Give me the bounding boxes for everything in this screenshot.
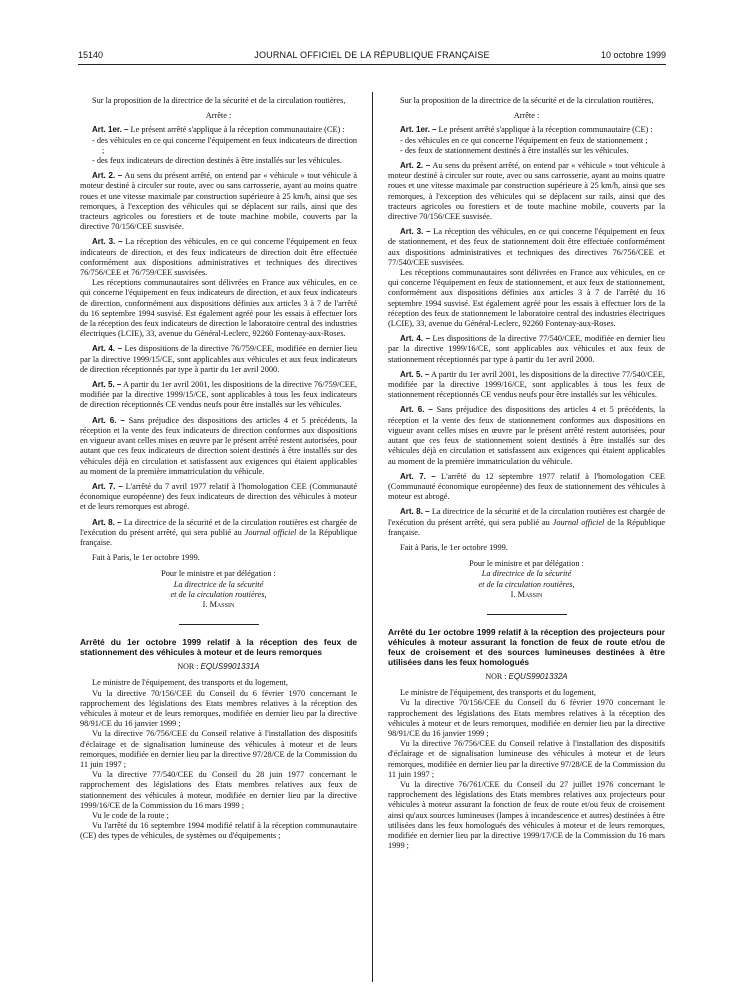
article-text: L'arrêté du 7 avril 1977 relatif à l'homologation CEE (Communauté économique européenne) des feux indicateurs de direction des véhicules à moteur et de leurs remorques est abrogé. — [80, 481, 358, 512]
article-label: Art. 4. – — [400, 334, 431, 344]
signature-date: Fait à Paris, le 1er octobre 1999. — [400, 542, 508, 552]
article-label: Art. 6. – — [400, 405, 433, 415]
article-8 — [388, 507, 665, 538]
article-label: Art. 2. – — [92, 171, 123, 181]
article-label: Art. 8. – — [400, 507, 430, 517]
article-text: Sans préjudice des dispositions des articles 4 et 5 précédents, la réception et la vente des feux de stationnement conformes aux dispositions en vigueur avant celles mises en œuvre par le présent arrêté restent autorisées, pour autant que ces feux de stationnement soient destinés à être installés sur des véhicules déjà en circulation et satisfassent aux exigences qui étaient applicables au moment de la première immatriculation du véhicule. — [388, 405, 665, 466]
list-item: - des feux indicateurs de direction destinés à être installés sur les véhicules. — [92, 156, 342, 166]
article-label: Art. 5. – — [400, 369, 430, 379]
article-1 — [388, 125, 665, 135]
article-label: Art. 2. – — [400, 161, 431, 171]
article-7 — [388, 472, 665, 503]
nor-code: EQUS9901331A — [200, 662, 260, 672]
decree-separator — [487, 614, 567, 615]
article-2 — [80, 171, 357, 232]
column-divider — [372, 92, 373, 982]
running-header — [78, 50, 666, 64]
article-text: A partir du 1er avril 2001, les dispositions de la directive 76/759/CEE, modifiée par la directive 1999/15/CE, sont applicables à tous les feux indicateurs de direction réceptionnés CE vendus neufs pour être installés sur les véhicules. — [80, 380, 358, 410]
list-item: - des feux de stationnement destinés à être installés sur les véhicules. — [400, 145, 629, 155]
article-text: La réception des véhicules, en ce qui concerne l'équipement en feux de stationnement, et des feux de stationnement doit être effectuée conformément aux dispositions administratives et techniques des directives 76/756/CEE et 77/540/CEE susvisées. — [388, 227, 666, 267]
arrete-heading: Arrête : — [205, 111, 232, 121]
signatory-name: I. Massin — [510, 589, 543, 599]
article-text: de la République française. — [388, 517, 665, 537]
article-label: Art. 7. – — [92, 481, 123, 491]
article-5 — [388, 370, 665, 401]
nor-reference — [388, 672, 665, 682]
intro-paragraph: Sur la proposition de la directrice de la sécurité et de la circulation routières, — [400, 96, 654, 105]
article-3 — [388, 227, 665, 268]
decree-paragraph: Le ministre de l'équipement, des transports et du logement, — [92, 678, 288, 688]
list-item: - des véhicules en ce qui concerne l'équipement en feux de stationnement ; — [400, 135, 648, 145]
article-6 — [388, 405, 665, 466]
article-4 — [388, 334, 665, 365]
article-label: Art. 3. – — [400, 227, 431, 237]
article-text: Les dispositions de la directive 77/540/CEE, modifiée en dernier lieu par la directive 1999/16/CE, sont applicables aux véhicules et aux feux de stationnement réceptionnés par type à partir du 1er avril 2000. — [388, 334, 666, 364]
journal-title: JOURNAL OFFICIEL DE LA RÉPUBLIQUE FRANÇAISE — [254, 50, 490, 60]
article-7 — [80, 482, 357, 513]
article-text: La directrice de la sécurité et de la circulation routières est chargée de l'exécution du présent arrêté, qui sera publié au — [80, 517, 358, 537]
article-2 — [388, 161, 665, 222]
signature-block — [80, 569, 357, 610]
arrete-heading: Arrête : — [513, 111, 540, 121]
decree-paragraph: Vu la directive 76/756/CEE du Conseil relative à l'installation des dispositifs d'éclairage et de signalisation lumineuse des véhicules à moteur et de leurs remorques, modifiée en dernier lieu par la directive 97/28/CE de la Commission du 11 juin 1997 ; — [388, 739, 665, 779]
article-label: Art. 5. – — [92, 380, 122, 390]
article-text: Au sens du présent arrêté, on entend par « véhicule » tout véhicule à moteur destiné à circuler sur route, avec ou sans carrosserie, ayant au moins quatre roues et une vitesse maximale par construction supérieure à 25 km/h, ainsi que ses remorques, à l'exception des véhicules qui se déplacent sur rails, ainsi que des tracteurs agricoles ou forestiers et de toute machine mobile, couverts par la directive 70/156/CEE susvisée. — [80, 171, 357, 232]
article-label: Art. 3. – — [92, 237, 123, 247]
intro-paragraph: Sur la proposition de la directrice de la sécurité et de la circulation routières, — [92, 96, 346, 105]
article-label: Art. 7. – — [400, 471, 436, 481]
decree-paragraph: Le ministre de l'équipement, des transports et du logement, — [400, 688, 596, 698]
signature-title: La directrice de la sécurité — [481, 569, 572, 579]
article-text: L'arrêté du 12 septembre 1977 relatif à l'homologation CEE (Communauté économique européenne) des feux de stationnement des véhicules à moteur est abrogé. — [388, 471, 666, 502]
list-item: - des véhicules en ce qui concerne l'équipement en feux indicateurs de direction ; — [92, 135, 357, 155]
right-column — [388, 96, 665, 851]
article-text: Au sens du présent arrêté, on entend par « véhicule » tout véhicule à moteur destiné à circuler sur route, avec ou sans carrosserie, ayant au moins quatre roues et une vitesse maximale par construction supérieure à 25 km/h, ainsi que ses remorques, à l'exception des véhicules qui se déplacent sur rails, ainsi que des tracteurs agricoles ou forestiers et de toute machine mobile, couverts par la directive 70/156/CEE susvisée. — [388, 161, 665, 222]
decree-separator — [179, 624, 259, 625]
article-3 — [80, 237, 357, 278]
article-text: A partir du 1er avril 2001, les dispositions de la directive 77/540/CEE, modifiée par la directive 1999/16/CE, sont applicables à tous les feux de stationnement réceptionnés CE vendus neufs pour être installés sur les véhicules. — [388, 369, 666, 400]
nor-code: EQUS9901332A — [508, 671, 568, 681]
signature-title: et de la circulation routières, — [170, 589, 267, 599]
article-label: Art. 1er. – — [92, 125, 129, 135]
journal-reference: Journal officiel — [244, 527, 297, 537]
article-text: La réception des véhicules, en ce qui concerne l'équipement en feux indicateurs de direction, et des feux indicateurs de direction doit être effectuée conformément aux dispositions administratives et techniques des directives 76/756/CEE et 76/759/CEE susvisées. — [80, 237, 358, 278]
decree-paragraph: Vu la directive 70/156/CEE du Conseil du 6 février 1970 concernant le rapprochement des législations des Etats membres relatives à la réception des véhicules à moteur et de leurs remorques, modifiée en dernier lieu par la directive 98/91/CE du 16 janvier 1999 ; — [80, 688, 357, 729]
article-label: Art. 6. – — [92, 415, 125, 425]
signatory-name: I. Massin — [202, 599, 235, 609]
article-1 — [80, 125, 357, 135]
article-1-list — [388, 136, 665, 156]
article-text: La directrice de la sécurité et de la circulation routières est chargée de l'exécution du présent arrêté, qui sera publié au — [388, 507, 666, 527]
decree-paragraph: Vu la directive 76/761/CEE du Conseil du 27 juillet 1976 concernant le rapprochement des législations des Etats membres relatives aux projecteurs pour véhicules à moteur assurant la fonction de feux de route et/ou feux de croisement ainsi qu'aux sources lumineuses (lampes à incandescence et autres) destinées à être utilisées dans les feux homologués des véhicules à moteur et de leurs remorques, modifiée en dernier lieu par la directive 1999/17/CE de la Commission du 16 mars 1999 ; — [388, 779, 665, 851]
signature-title: et de la circulation routières, — [478, 579, 575, 589]
article-label: Art. 4. – — [92, 344, 123, 354]
signature-line: Pour le ministre et par délégation : — [161, 569, 276, 579]
article-label: Art. 8. – — [92, 517, 122, 527]
nor-label: NOR : — [485, 671, 507, 681]
article-text: Les dispositions de la directive 76/759/CEE, modifiée en dernier lieu par la directive 1999/15/CE, sont applicables aux véhicules et aux feux indicateurs de direction réceptionnés par type à partir du 1er avril 2000. — [80, 344, 358, 374]
article-text: Le présent arrêté s'applique à la réception communautaire (CE) : — [438, 125, 653, 135]
article-4 — [80, 344, 357, 375]
article-5 — [80, 380, 357, 411]
article-8 — [80, 518, 357, 549]
signature-block — [388, 559, 665, 600]
article-label: Art. 1er. – — [400, 125, 437, 135]
journal-reference: Journal officiel — [552, 517, 605, 527]
article-1-list — [80, 136, 357, 167]
article-3-para-2: Les réceptions communautaires sont délivrées en France aux véhicules, en ce qui concerne l'équipement en feux de stationnement, et aux feux de stationnement, conformément aux dispositions définies aux articles 3 à 7 de l'arrêté du 16 septembre 1994 susvisé. Est également agréé pour les essais à effectuer lors de la réception des feux de stationnement le laboratoire central des industries électriques (LCIE), 33, avenue du Général-Leclerc, 92260 Fontenay-aux-Roses. — [388, 268, 665, 329]
article-3-para-2: Les réceptions communautaires sont délivrées en France aux véhicules, en ce qui concerne l'équipement en feux indicateurs de direction, et aux feux indicateurs de direction, conformément aux dispositions définies aux articles 3 à 7 de l'arrêté du 16 septembre 1994 susvisé. Est également agréé pour les essais à effectuer lors de la réception des feux indicateurs de direction le laboratoire central des industries électriques (LCIE), 33, avenue du Général-Leclerc, 92260 Fontenay-aux-Roses. — [80, 278, 357, 339]
article-6 — [80, 416, 357, 477]
signature-line: Pour le ministre et par délégation : — [469, 559, 584, 569]
article-text: de la République française. — [80, 527, 357, 547]
signature-date: Fait à Paris, le 1er octobre 1999. — [92, 553, 200, 563]
header-rule — [78, 64, 666, 65]
article-text: Le présent arrêté s'applique à la réception communautaire (CE) : — [130, 125, 345, 135]
left-column — [80, 96, 357, 842]
decree-paragraph: Vu la directive 70/156/CEE du Conseil du 6 février 1970 concernant le rapprochement des législations des Etats membres relatives à la réception des véhicules à moteur et de leurs remorques, modifiée en dernier lieu par la directive 98/91/CE du 16 janvier 1999 ; — [388, 698, 665, 738]
signature-title: La directrice de la sécurité — [173, 579, 264, 589]
nor-label: NOR : — [177, 662, 199, 672]
decree-title: Arrêté du 1er octobre 1999 relatif à la réception des projecteurs pour véhicules à moteur assurant la fonction de feux de route et/ou de feux de croisement et des sources lumineuses destinées à être utilisées dans les feux homologués — [388, 626, 665, 667]
decree-title: Arrêté du 1er octobre 1999 relatif à la réception des feux de stationnement des véhicules à moteur et de leurs remorques — [80, 637, 357, 658]
page-number: 15140 — [78, 50, 104, 60]
issue-date: 10 octobre 1999 — [600, 50, 666, 60]
decree-paragraph: Vu la directive 77/540/CEE du Conseil du 28 juin 1977 concernant le rapprochement des législations des Etats membres relatives aux feux de stationnement des véhicules à moteur, modifiée en dernier lieu par la directive 1999/16/CE de la Commission du 16 mars 1999 ; — [80, 770, 357, 810]
nor-reference — [80, 662, 357, 672]
decree-paragraph: Vu le code de la route ; — [92, 810, 169, 820]
decree-paragraph: Vu l'arrêté du 16 septembre 1994 modifié relatif à la réception communautaire (CE) des types de véhicules, de systèmes ou d'équipements ; — [80, 821, 357, 841]
article-text: Sans préjudice des dispositions des articles 4 et 5 précédents, la réception et la vente des feux indicateurs de direction conformes aux dispositions en vigueur avant celles mises en œuvre par le présent arrêté restent autorisées, pour autant que ces feux indicateurs de direction soient destinés à être installés sur des véhicules déjà en circulation et satisfassent aux exigences qui étaient applicables au moment de la première immatriculation du véhicule. — [80, 415, 357, 476]
decree-paragraph: Vu la directive 76/756/CEE du Conseil relative à l'installation des dispositifs d'éclairage et de signalisation lumineuse des véhicules à moteur et de leurs remorques, modifiée en dernier lieu par la directive 97/28/CE de la Commission du 11 juin 1997 ; — [80, 729, 357, 769]
